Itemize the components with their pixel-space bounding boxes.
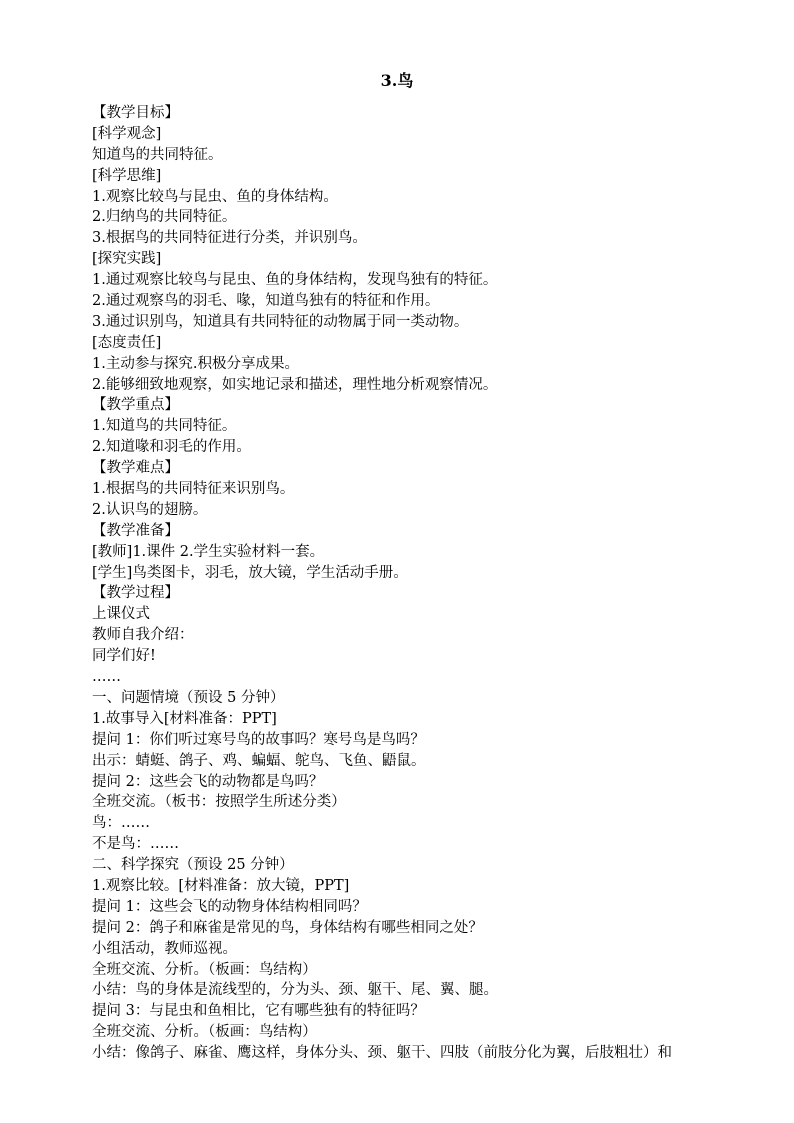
text-line: 二、科学探究（预设 25 分钟） [92,857,294,874]
text-line: 2.能够细致地观察，如实地记录和描述，理性地分析观察情况。 [92,376,498,393]
text-line: 出示：蜻蜓、鸽子、鸡、蝙蝠、鸵鸟、飞鱼、鼯鼠。 [92,752,426,769]
text-line: 提问 2：这些会飞的动物都是鸟吗？ [92,773,324,790]
text-line: 【教学目标】 [92,105,179,121]
text-line: 【教学准备】 [92,522,179,539]
text-line: 2.通过观察鸟的羽毛、喙，知道鸟独有的特征和作用。 [92,293,440,310]
text-line: 不是鸟：…… [92,836,179,853]
text-line: 鸟：…… [92,815,150,832]
text-line: 全班交流。（板书：按照学生所述分类） [92,794,346,811]
text-line: …… [92,669,121,686]
text-line: 【教学过程】 [92,585,179,602]
text-line: 1.观察比较鸟与昆虫、鱼的身体结构。 [92,188,338,205]
text-line: 1.知道鸟的共同特征。 [92,418,237,435]
text-line: 教师自我介绍： [92,627,194,644]
text-line: 【教学重点】 [92,397,179,414]
text-line: 小结：鸟的身体是流线型的，分为头、颈、躯干、尾、翼、腿。 [92,982,498,999]
text-line: 1.观察比较。[材料准备：放大镜，PPT] [92,877,350,894]
text-line: 2.归纳鸟的共同特征。 [92,209,237,226]
text-line: 小结：像鸽子、麻雀、鹰这样，身体分头、颈、躯干、四肢（前肢分化为翼，后肢粗壮）和 [92,1045,672,1062]
text-line: 提问 1：这些会飞的动物身体结构相同吗？ [92,898,367,915]
text-line: 3.根据鸟的共同特征进行分类，并识别鸟。 [92,230,367,247]
text-line: [探究实践] [92,251,162,268]
text-line: 提问 3：与昆虫和鱼相比，它有哪些独有的特征吗？ [92,1003,425,1020]
text-line: 提问 1：你们听过寒号鸟的故事吗？寒号鸟是鸟吗？ [92,731,425,748]
text-line: [科学思维] [92,167,162,184]
text-line: 【教学难点】 [92,460,179,477]
text-line: [教师]1.课件 2.学生实验材料一套。 [92,543,325,560]
text-line: [态度责任] [92,334,162,351]
text-line: 1.故事导入[材料准备：PPT] [92,710,277,727]
text-line: 提问 2：鸽子和麻雀是常见的鸟，身体结构有哪些相同之处？ [92,919,483,936]
document-body [92,103,752,1064]
text-line: 知道鸟的共同特征。 [92,146,223,163]
text-line: 2.知道喙和羽毛的作用。 [92,439,251,456]
text-line: [学生]鸟类图卡，羽毛，放大镜，学生活动手册。 [92,564,408,581]
text-line: 2.认识鸟的翅膀。 [92,501,208,518]
text-line: 一、问题情境（预设 5 分钟） [92,689,285,706]
text-line: 小组活动，教师巡视。 [92,940,237,957]
text-line: 同学们好! [92,648,156,665]
text-line: 1.根据鸟的共同特征来识别鸟。 [92,481,295,498]
text-line: 1.通过观察比较鸟与昆虫、鱼的身体结构，发现鸟独有的特征。 [92,272,498,289]
document-title: 3.鸟 [380,71,414,90]
text-line: 全班交流、分析。（板画：鸟结构） [92,1024,317,1041]
text-line: 上课仪式 [92,606,150,623]
text-line: 3.通过识别鸟，知道具有共同特征的动物属于同一类动物。 [92,313,469,330]
text-line: 1.主动参与探究.积极分享成果。 [92,355,299,372]
text-line: [科学观念] [92,125,162,142]
text-line: 全班交流、分析。（板画：鸟结构） [92,961,317,978]
